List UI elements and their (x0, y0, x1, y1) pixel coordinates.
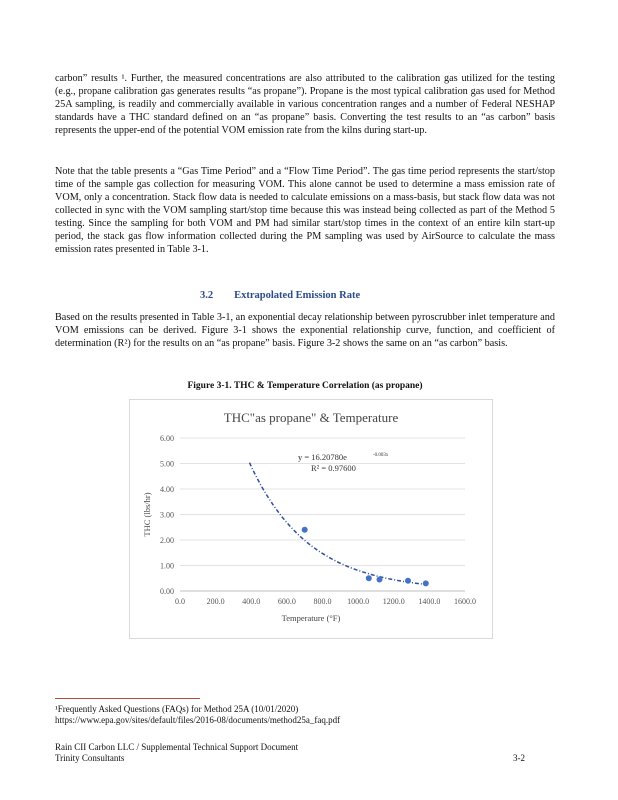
y-tick-label: 2.00 (160, 536, 174, 545)
data-point (302, 527, 308, 533)
data-point (423, 580, 429, 586)
body-paragraph-3: Based on the results presented in Table 3-1, an exponential decay relationship between pyroscrubber inlet temperature and VOM emissions can be derived. Figure 3-1 shows the exponential relationship curve, function, and coefficient of determination (R²) for the results on an “as propane” basis. Figure 3-2 shows the same on an “as carbon” basis. (55, 312, 555, 349)
x-tick-label: 0.0 (175, 597, 185, 606)
footnote-text: ¹Frequently Asked Questions (FAQs) for Method 25A (10/01/2020) (55, 704, 299, 714)
trendline-equation-exponent: -0.003x (373, 453, 389, 458)
y-tick-label: 0.00 (160, 587, 174, 596)
x-tick-label: 200.0 (206, 597, 225, 606)
figure-caption: Figure 3-1. THC & Temperature Correlation (as propane) (187, 381, 423, 391)
data-point (366, 575, 372, 581)
chart-title: THC"as propane" & Temperature (223, 410, 399, 425)
body-paragraph-1: carbon” results ¹. Further, the measured concentrations are also attributed to the calibration gas utilized for the testing (e.g., propane calibration gas generates results “as propane”). Propane is the most typical calibration gas used for Method 25A sampling, is readily and commercially available in various concentration ranges and a number of Federal NESHAP standards have a THC standard defined on an “as propane” basis. Converting the test results to an “as carbon” basis represents the upper-end of the potential VOM emission rate from the kilns during start-up. (55, 73, 555, 136)
data-point (405, 578, 411, 584)
x-tick-label: 1200.0 (382, 597, 405, 606)
section-title: Extrapolated Emission Rate (234, 290, 361, 301)
trendline (250, 463, 428, 585)
chart-area (129, 399, 493, 639)
x-tick-label: 1600.0 (454, 597, 476, 606)
trendline-equation: y = 16.20780e (298, 452, 347, 462)
r-squared-label: R² = 0.97600 (311, 463, 356, 473)
x-tick-label: 600.0 (277, 597, 296, 606)
y-axis-title: THC (lbs/hr) (142, 492, 152, 537)
x-tick-label: 800.0 (313, 597, 332, 606)
x-tick-label: 400.0 (242, 597, 261, 606)
section-number: 3.2 (200, 290, 214, 301)
x-axis-title: Temperature (°F) (281, 613, 341, 623)
x-tick-label: 1400.0 (418, 597, 441, 606)
y-tick-label: 3.00 (160, 510, 174, 520)
y-tick-label: 6.00 (160, 434, 174, 443)
footer-company: Trinity Consultants (55, 753, 125, 763)
y-tick-label: 4.00 (160, 485, 174, 494)
page-footer (55, 742, 555, 764)
y-tick-label: 1.00 (160, 561, 174, 571)
footnote-divider (55, 698, 200, 699)
footer-document-title: Rain CII Carbon LLC / Supplemental Technical Support Document (55, 742, 299, 752)
chart-svg (130, 400, 492, 638)
y-tick-label: 5.00 (160, 459, 174, 469)
x-tick-label: 1000.0 (347, 597, 370, 606)
footnote-link[interactable]: https://www.epa.gov/sites/default/files/2016-08/documents/method25a_faq.pdf (55, 715, 341, 725)
page-number: 3-2 (513, 753, 525, 763)
data-point (377, 577, 383, 583)
footnote (55, 704, 555, 726)
section-heading (200, 290, 460, 301)
body-paragraph-2: Note that the table presents a “Gas Time Period” and a “Flow Time Period”. The gas time period represents the start/stop time of the sample gas collection for measuring VOM. This alone cannot be used to determine a mass emission rate of VOM, only a concentration. Stack flow data is needed to calculate emissions on a mass-basis, but stack flow data was not collected in sync with the VOM sampling start/stop time because this was instead being collected as part of the Method 5 testing. Since the sampling for both VOM and PM had similar start/stop times in the context of an entire kiln start-up period, the stack gas flow information collected during the PM sampling was used by AirSource to calculate the mass emission rates presented in Table 3-1. (55, 166, 555, 255)
